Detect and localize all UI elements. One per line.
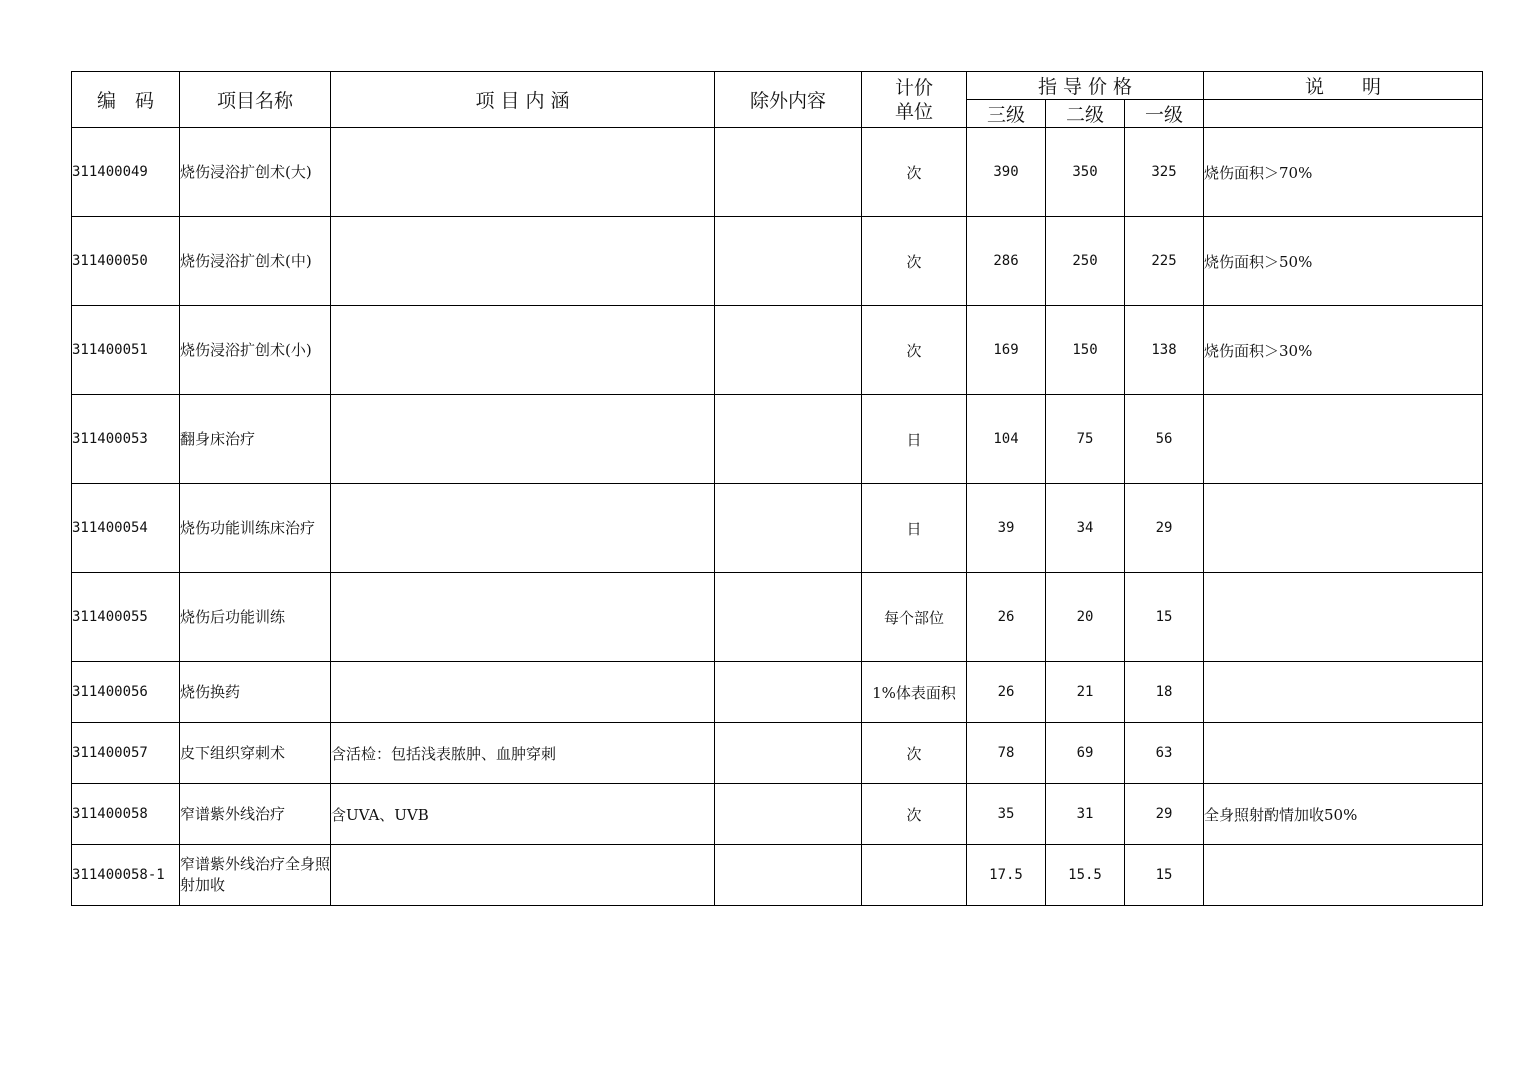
cell-unit xyxy=(862,845,967,906)
cell-name: 窄谱紫外线治疗全身照射加收 xyxy=(180,845,331,906)
header-unit: 计价单位 xyxy=(862,72,967,128)
cell-code: 311400049 xyxy=(72,128,180,217)
cell-price-level3: 390 xyxy=(967,128,1046,217)
cell-price-level3: 78 xyxy=(967,723,1046,784)
cell-code: 311400056 xyxy=(72,662,180,723)
cell-excluded xyxy=(715,662,862,723)
cell-unit: 次 xyxy=(862,723,967,784)
cell-price-level2: 20 xyxy=(1046,573,1125,662)
cell-price-level1: 225 xyxy=(1125,217,1204,306)
cell-price-level1: 56 xyxy=(1125,395,1204,484)
cell-price-level2: 75 xyxy=(1046,395,1125,484)
header-content: 项 目 内 涵 xyxy=(331,72,715,128)
cell-excluded xyxy=(715,845,862,906)
cell-name: 烧伤浸浴扩创术(小) xyxy=(180,306,331,395)
cell-content: 含UVA、UVB xyxy=(331,784,715,845)
cell-name: 烧伤换药 xyxy=(180,662,331,723)
cell-code: 311400053 xyxy=(72,395,180,484)
cell-price-level3: 104 xyxy=(967,395,1046,484)
cell-content xyxy=(331,306,715,395)
cell-name: 翻身床治疗 xyxy=(180,395,331,484)
cell-excluded xyxy=(715,395,862,484)
cell-content: 含活检：包括浅表脓肿、血肿穿刺 xyxy=(331,723,715,784)
cell-price-level2: 34 xyxy=(1046,484,1125,573)
cell-note xyxy=(1204,395,1483,484)
cell-price-level1: 29 xyxy=(1125,784,1204,845)
cell-unit: 次 xyxy=(862,784,967,845)
cell-price-level2: 31 xyxy=(1046,784,1125,845)
cell-unit: 每个部位 xyxy=(862,573,967,662)
cell-name: 窄谱紫外线治疗 xyxy=(180,784,331,845)
cell-unit: 次 xyxy=(862,306,967,395)
cell-excluded xyxy=(715,306,862,395)
table-row xyxy=(72,573,1483,662)
cell-excluded xyxy=(715,573,862,662)
cell-code: 311400050 xyxy=(72,217,180,306)
cell-unit: 次 xyxy=(862,217,967,306)
cell-excluded xyxy=(715,723,862,784)
cell-excluded xyxy=(715,784,862,845)
cell-excluded xyxy=(715,484,862,573)
cell-name: 烧伤功能训练床治疗 xyxy=(180,484,331,573)
cell-unit: 日 xyxy=(862,484,967,573)
cell-note: 烧伤面积＞30% xyxy=(1204,306,1483,395)
table-row xyxy=(72,784,1483,845)
table-row xyxy=(72,723,1483,784)
cell-price-level3: 39 xyxy=(967,484,1046,573)
cell-price-level1: 15 xyxy=(1125,573,1204,662)
header-level1: 一级 xyxy=(1125,100,1204,128)
cell-price-level1: 63 xyxy=(1125,723,1204,784)
cell-price-level2: 21 xyxy=(1046,662,1125,723)
cell-note xyxy=(1204,723,1483,784)
cell-price-level2: 350 xyxy=(1046,128,1125,217)
cell-content xyxy=(331,217,715,306)
header-note-sub xyxy=(1204,100,1483,128)
cell-content xyxy=(331,573,715,662)
cell-note: 烧伤面积＞50% xyxy=(1204,217,1483,306)
cell-code: 311400051 xyxy=(72,306,180,395)
cell-content xyxy=(331,662,715,723)
cell-price-level2: 69 xyxy=(1046,723,1125,784)
cell-note: 烧伤面积＞70% xyxy=(1204,128,1483,217)
cell-note xyxy=(1204,484,1483,573)
cell-note: 全身照射酌情加收50% xyxy=(1204,784,1483,845)
header-name: 项目名称 xyxy=(180,72,331,128)
table-row xyxy=(72,484,1483,573)
table-row xyxy=(72,306,1483,395)
header-excluded: 除外内容 xyxy=(715,72,862,128)
cell-content xyxy=(331,845,715,906)
cell-excluded xyxy=(715,128,862,217)
table-row xyxy=(72,662,1483,723)
cell-price-level3: 17.5 xyxy=(967,845,1046,906)
cell-price-level2: 15.5 xyxy=(1046,845,1125,906)
cell-price-level1: 325 xyxy=(1125,128,1204,217)
table-row xyxy=(72,128,1483,217)
cell-price-level1: 18 xyxy=(1125,662,1204,723)
cell-price-level3: 26 xyxy=(967,662,1046,723)
cell-code: 311400055 xyxy=(72,573,180,662)
cell-price-level3: 169 xyxy=(967,306,1046,395)
cell-content xyxy=(331,484,715,573)
cell-price-level2: 250 xyxy=(1046,217,1125,306)
cell-price-level3: 26 xyxy=(967,573,1046,662)
cell-price-level3: 286 xyxy=(967,217,1046,306)
cell-price-level1: 138 xyxy=(1125,306,1204,395)
cell-note xyxy=(1204,573,1483,662)
cell-code: 311400054 xyxy=(72,484,180,573)
table-row xyxy=(72,395,1483,484)
cell-price-level3: 35 xyxy=(967,784,1046,845)
header-note: 说 明 xyxy=(1204,72,1483,100)
cell-name: 皮下组织穿刺术 xyxy=(180,723,331,784)
cell-code: 311400058 xyxy=(72,784,180,845)
cell-price-level1: 29 xyxy=(1125,484,1204,573)
cell-name: 烧伤浸浴扩创术(中) xyxy=(180,217,331,306)
price-table xyxy=(71,71,1483,906)
cell-note xyxy=(1204,662,1483,723)
cell-price-level2: 150 xyxy=(1046,306,1125,395)
cell-unit: 日 xyxy=(862,395,967,484)
cell-excluded xyxy=(715,217,862,306)
table-row xyxy=(72,217,1483,306)
cell-content xyxy=(331,128,715,217)
cell-name: 烧伤后功能训练 xyxy=(180,573,331,662)
cell-code: 311400057 xyxy=(72,723,180,784)
cell-name: 烧伤浸浴扩创术(大) xyxy=(180,128,331,217)
cell-unit: 次 xyxy=(862,128,967,217)
table-row xyxy=(72,845,1483,906)
cell-unit: 1%体表面积 xyxy=(862,662,967,723)
header-level3: 三级 xyxy=(967,100,1046,128)
cell-code: 311400058-1 xyxy=(72,845,180,906)
cell-price-level1: 15 xyxy=(1125,845,1204,906)
header-code: 编 码 xyxy=(72,72,180,128)
cell-note xyxy=(1204,845,1483,906)
header-guide-price: 指 导 价 格 xyxy=(967,72,1204,100)
header-level2: 二级 xyxy=(1046,100,1125,128)
cell-content xyxy=(331,395,715,484)
